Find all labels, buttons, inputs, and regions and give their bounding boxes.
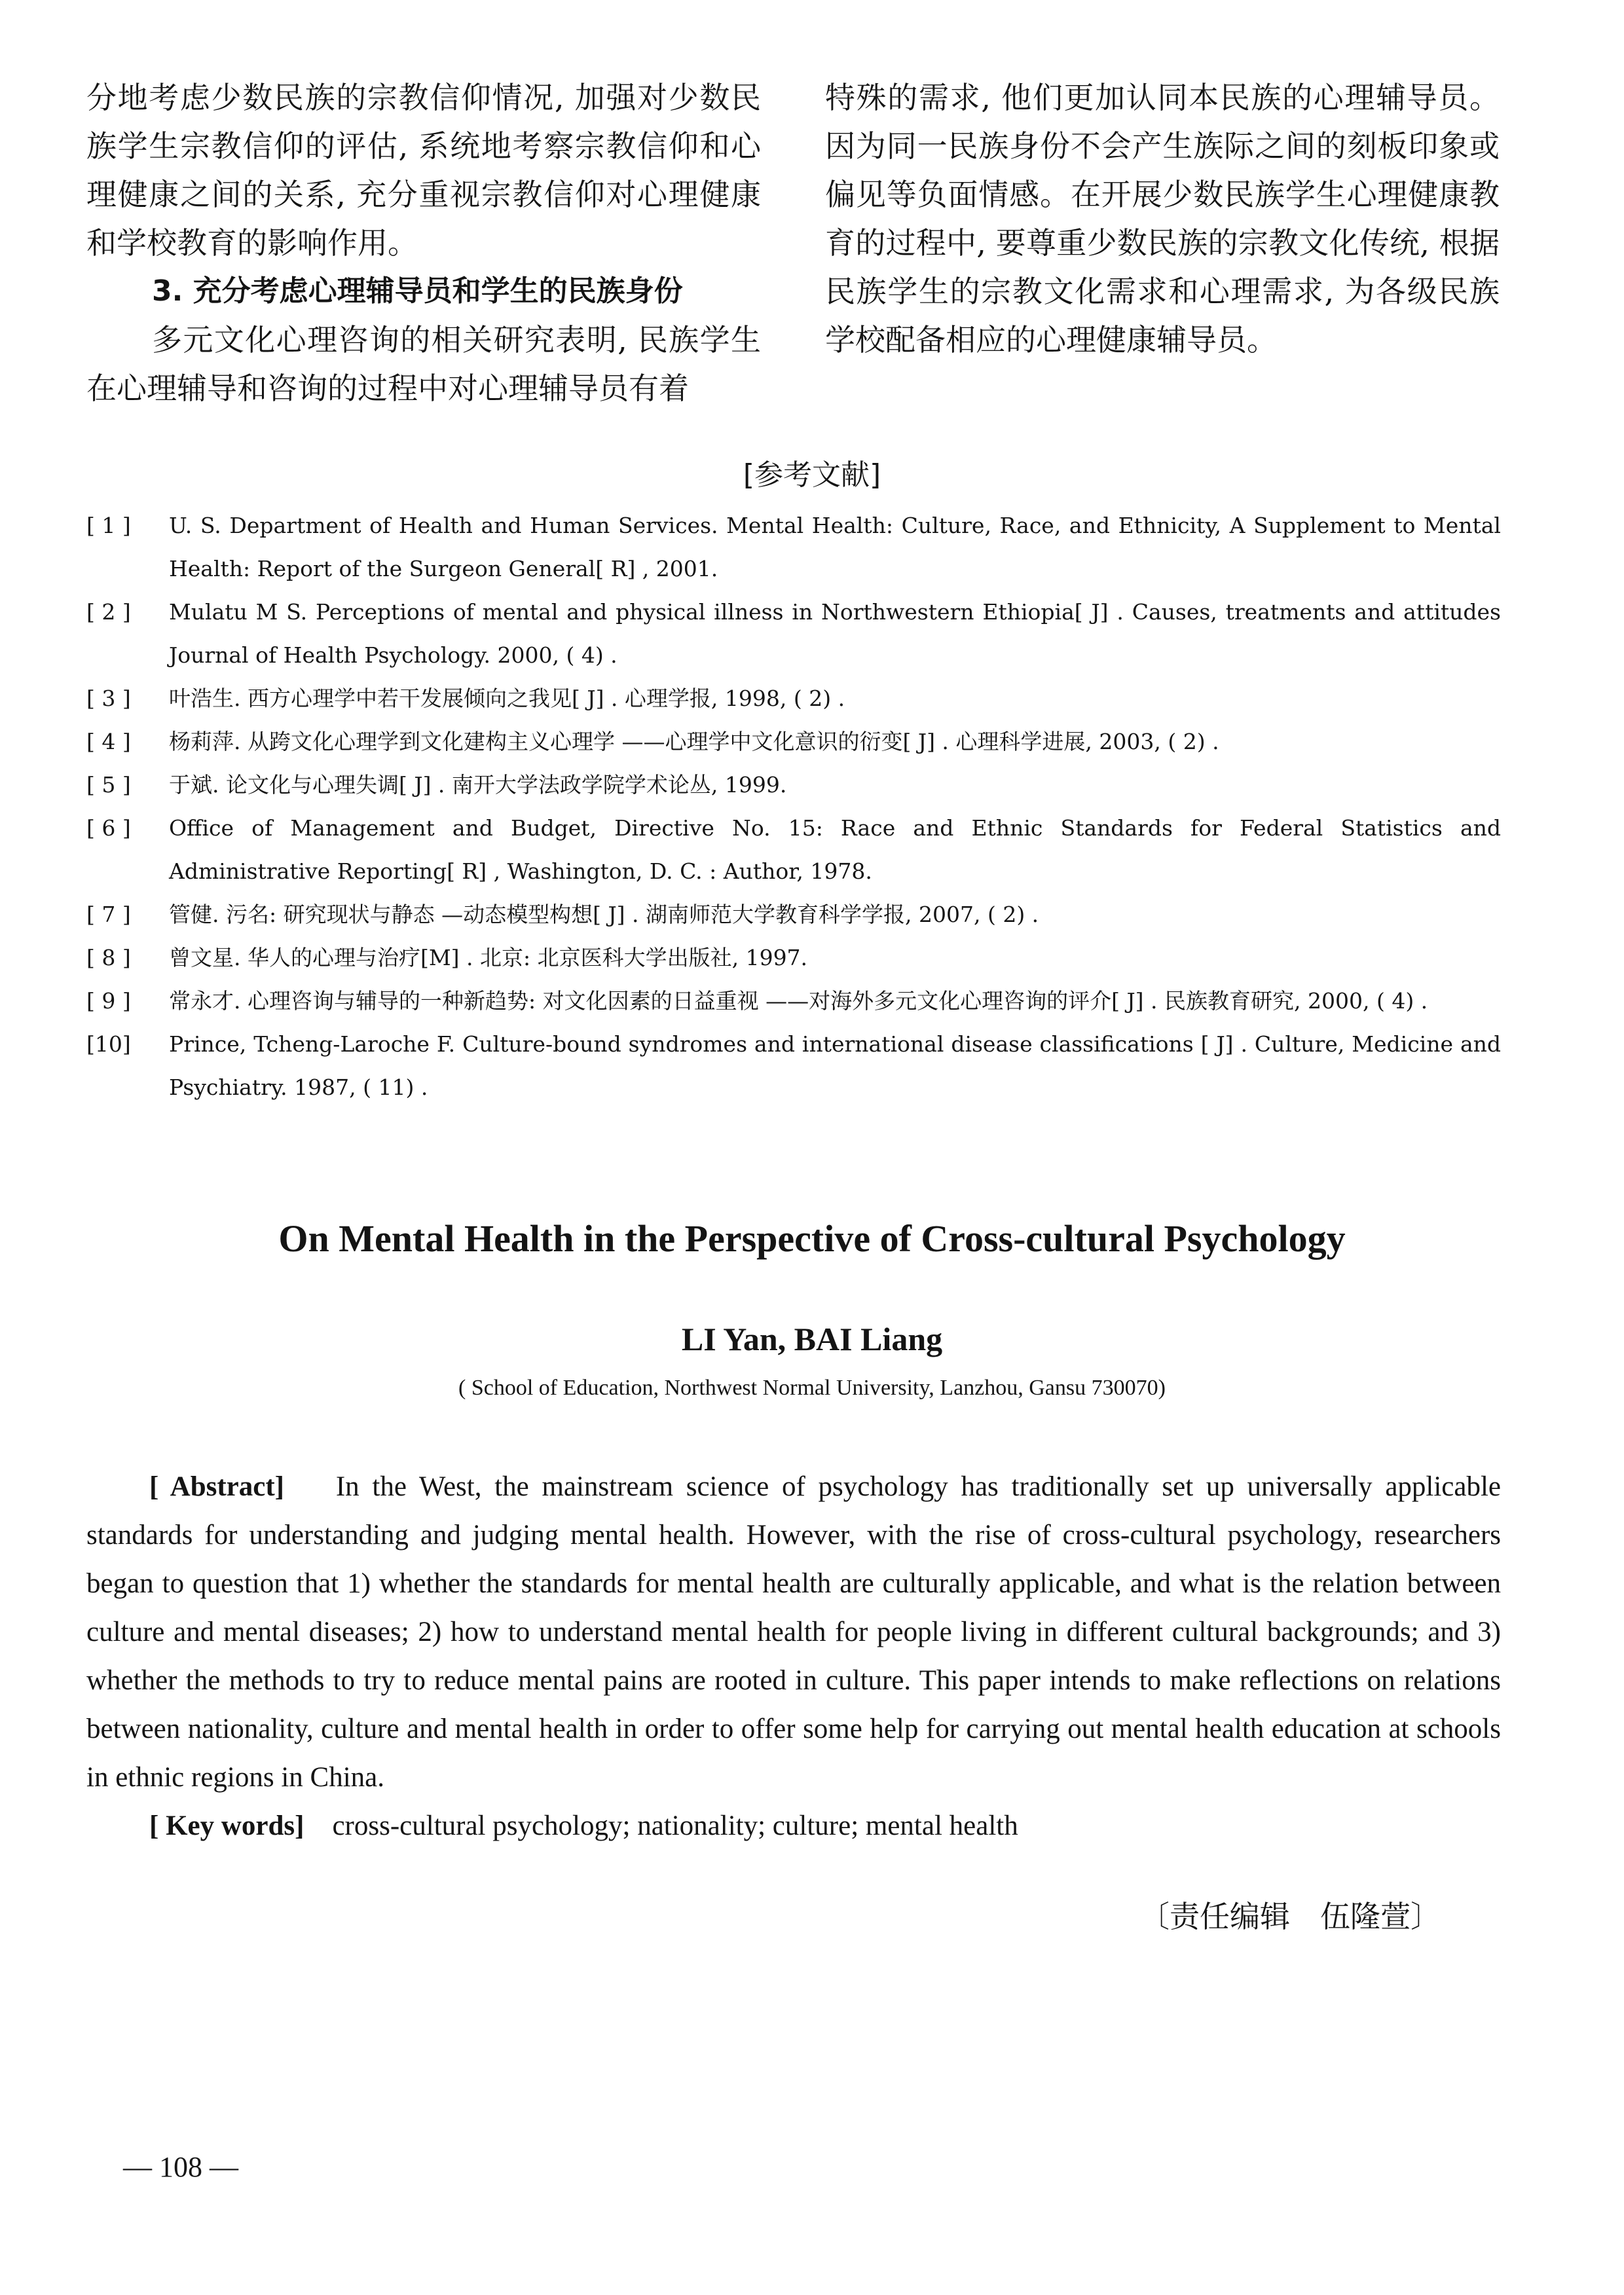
reference-item: [86, 720, 1501, 763]
abstract-label: [ Abstract]: [149, 1471, 284, 1502]
reference-text: 叶浩生. 西方心理学中若干发展倾向之我见[ J] . 心理学报, 1998, ( 2) .: [169, 686, 845, 711]
reference-text: 于斌. 论文化与心理失调[ J] . 南开大学法政学院学术论丛, 1999.: [169, 772, 787, 798]
right-column: [825, 73, 1500, 364]
reference-item: [86, 677, 1501, 720]
reference-item: [86, 807, 1501, 893]
left-column: [86, 73, 761, 413]
keywords-text: cross-cultural psychology; nationality; culture; mental health: [332, 1810, 1018, 1841]
reference-text: Prince, Tcheng-Laroche F. Culture-bound syndromes and international disease classifications [ J] . Culture, Medicine and Psychiatry. 1987, ( 11) .: [169, 1031, 1501, 1100]
english-abstract: [86, 1463, 1501, 1802]
reference-number: [ 1 ]: [86, 513, 131, 538]
english-keywords: [149, 1802, 1501, 1850]
reference-item: [86, 591, 1501, 677]
references-heading: [参考文献]: [743, 458, 881, 492]
reference-text: 杨莉萍. 从跨文化心理学到文化建构主义心理学 ——心理学中文化意识的衍变[ J] . 心理科学进展, 2003, ( 2) .: [169, 729, 1219, 754]
reference-text: 常永才. 心理咨询与辅导的一种新趋势: 对文化因素的日益重视 ——对海外多元文化心理咨询的评介[ J] . 民族教育研究, 2000, ( 4) .: [169, 988, 1428, 1014]
reference-number: [ 8 ]: [86, 945, 131, 970]
keywords-label: [ Key words]: [149, 1810, 304, 1841]
reference-item: [86, 1023, 1501, 1109]
reference-number: [ 6 ]: [86, 815, 131, 841]
body-paragraph: 分地考虑少数民族的宗教信仰情况, 加强对少数民族学生宗教信仰的评估, 系统地考察宗教信仰和心理健康之间的关系, 充分重视宗教信仰对心理健康和学校教育的影响作用。: [86, 80, 761, 261]
reference-number: [ 5 ]: [86, 772, 131, 798]
reference-text: 管健. 污名: 研究现状与静态 —动态模型构想[ J] . 湖南师范大学教育科学学报, 2007, ( 2) .: [169, 902, 1039, 927]
reference-text: Mulatu M S. Perceptions of mental and physical illness in Northwestern Ethiopia[ J] . Causes, treatments and attitudes Journal of Health Psychology. 2000, ( 4) .: [169, 599, 1501, 668]
reference-item: [86, 893, 1501, 936]
reference-text: 曾文星. 华人的心理与治疗[M] . 北京: 北京医科大学出版社, 1997.: [169, 945, 808, 970]
reference-item: [86, 980, 1501, 1023]
english-authors: LI Yan, BAI Liang: [681, 1321, 943, 1357]
abstract-text: In the West, the mainstream science of psychology has traditionally set up universally applicable standards for understanding and judging mental health. However, with the rise of cross-cultural psychology, researchers began to question that 1) whether the standards for mental health are culturally applicable, and what is the relation between culture and mental diseases; 2) how to understand mental health for people living in different cultural backgrounds; and 3) whether the methods to try to reduce mental pains are rooted in culture. This paper intends to make reflections on relations between nationality, culture and mental health in order to offer some help for carrying out mental health education at schools in ethnic regions in China.: [86, 1471, 1502, 1793]
reference-number: [ 9 ]: [86, 988, 131, 1014]
responsible-editor: 〔责任编辑 伍隆萱〕: [1139, 1899, 1441, 1934]
reference-text: U. S. Department of Health and Human Services. Mental Health: Culture, Race, and Ethnicity, A Supplement to Mental Health: Report of the Surgeon General[ R] , 2001.: [169, 513, 1501, 581]
reference-item: [86, 936, 1501, 980]
section-subheading: 3. 充分考虑心理辅导员和学生的民族身份: [152, 274, 683, 308]
references-list: [86, 504, 1501, 1109]
english-affiliation: ( School of Education, Northwest Normal University, Lanzhou, Gansu 730070): [458, 1376, 1166, 1400]
english-title: On Mental Health in the Perspective of Cross-cultural Psychology: [278, 1217, 1346, 1260]
reference-item: [86, 504, 1501, 591]
body-paragraph: 多元文化心理咨询的相关研究表明, 民族学生在心理辅导和咨询的过程中对心理辅导员有着: [86, 322, 761, 406]
reference-item: [86, 763, 1501, 807]
reference-number: [ 3 ]: [86, 686, 131, 711]
body-paragraph: 特殊的需求, 他们更加认同本民族的心理辅导员。因为同一民族身份不会产生族际之间的刻板印象或偏见等负面情感。在开展少数民族学生心理健康教育的过程中, 要尊重少数民族的宗教文化传统, 根据民族学生的宗教文化需求和心理需求, 为各级民族学校配备相应的心理健康辅导员。: [825, 80, 1500, 358]
reference-number: [10]: [86, 1031, 131, 1057]
reference-text: Office of Management and Budget, Directive No. 15: Race and Ethnic Standards for Federal Statistics and Administrative Reporting[ R] , Washington, D. C. : Author, 1978.: [169, 815, 1501, 884]
reference-number: [ 2 ]: [86, 599, 131, 625]
page-number: — 108 —: [123, 2151, 238, 2183]
reference-number: [ 7 ]: [86, 902, 131, 927]
reference-number: [ 4 ]: [86, 729, 131, 754]
